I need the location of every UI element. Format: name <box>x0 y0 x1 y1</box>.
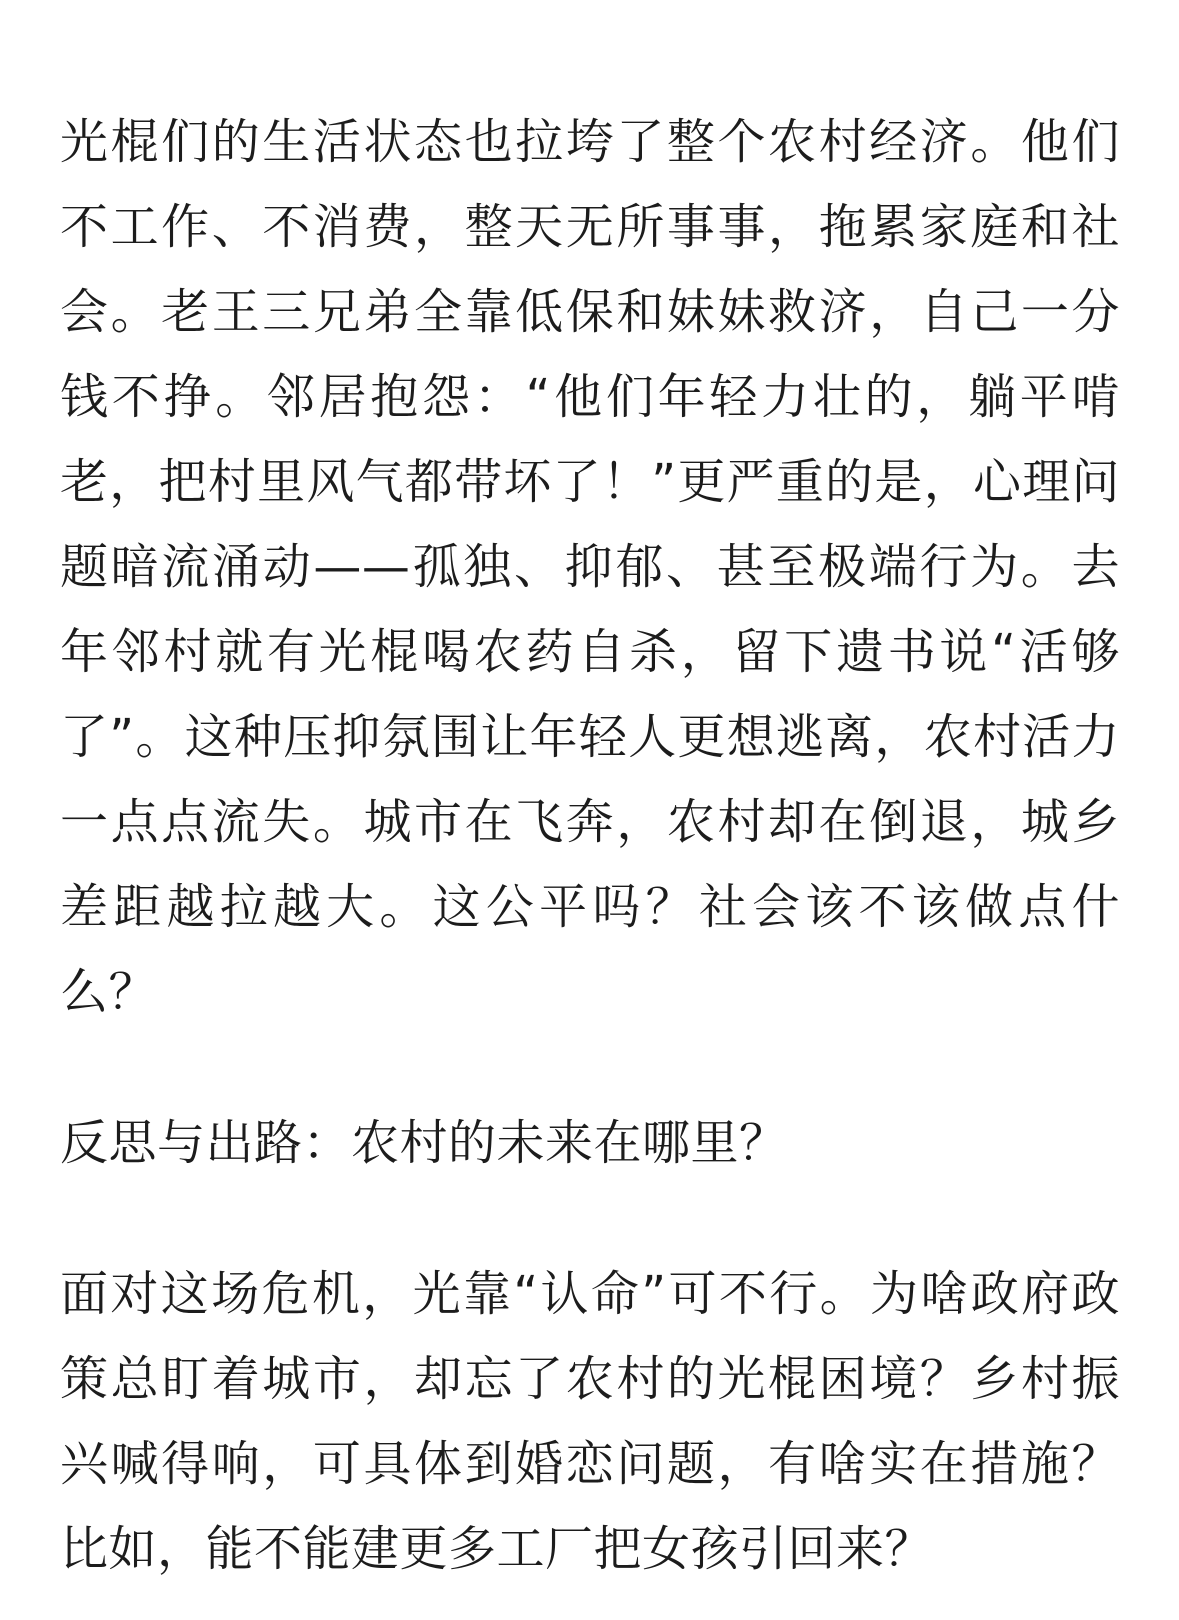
article-body <box>60 100 1120 1592</box>
article-paragraph-2: 面对这场危机，光靠“认命”可不行。为啥政府政策总盯着城市，却忘了农村的光棍困境？乡村振兴喊得响，可具体到婚恋问题，有啥实在措施？比如，能不能建更多工厂把女孩引回来？ <box>60 1266 1120 1577</box>
paragraph-spacer <box>60 1035 1120 1101</box>
paragraph-spacer <box>60 1186 1120 1252</box>
article-paragraph-1: 光棍们的生活状态也拉垮了整个农村经济。他们不工作、不消费，整天无所事事，拖累家庭和社会。老王三兄弟全靠低保和妹妹救济，自己一分钱不挣。邻居抱怨：“他们年轻力壮的，躺平啃老，把村里风气都带坏了！”更严重的是，心理问题暗流涌动——孤独、抑郁、甚至极端行为。去年邻村就有光棍喝农药自杀，留下遗书说“活够了”。这种压抑氛围让年轻人更想逃离，农村活力一点点流失。城市在飞奔，农村却在倒退，城乡差距越拉越大。这公平吗？社会该不该做点什么？ <box>60 114 1120 1020</box>
section-heading: 反思与出路：农村的未来在哪里？ <box>60 1115 788 1171</box>
